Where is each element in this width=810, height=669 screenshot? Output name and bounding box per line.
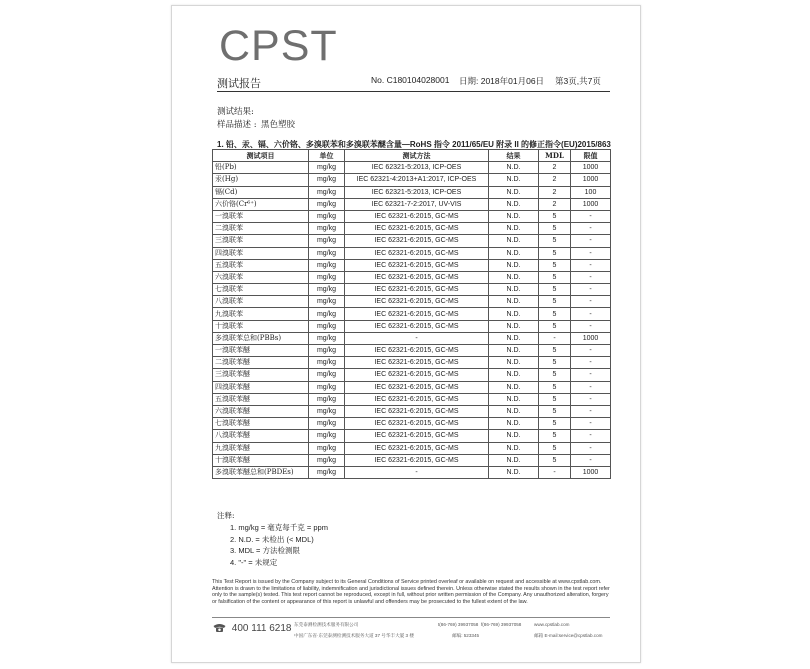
cell-result: N.D. — [489, 198, 539, 210]
cell-unit: mg/kg — [309, 454, 345, 466]
cell-item: 镉(Cd) — [213, 186, 309, 198]
footer-email: 邮箱 E-mail:service@cpstlab.com — [534, 633, 603, 638]
cell-mdl: 5 — [539, 454, 571, 466]
cell-limit: - — [571, 357, 611, 369]
cell-item: 三溴联苯醚 — [213, 369, 309, 381]
note-item: 4. "-" = 未规定 — [230, 558, 278, 568]
cell-result: N.D. — [489, 174, 539, 186]
cell-mdl: 5 — [539, 259, 571, 271]
cell-limit: - — [571, 284, 611, 296]
table-row — [213, 332, 611, 344]
cell-item: 六溴联苯 — [213, 271, 309, 283]
cell-result: N.D. — [489, 247, 539, 259]
table-row — [213, 223, 611, 235]
footer-web: www.cpstlab.com — [534, 622, 570, 627]
cell-limit: 1000 — [571, 466, 611, 478]
cell-unit: mg/kg — [309, 284, 345, 296]
hotline-number: 400 111 6218 — [231, 623, 292, 634]
cell-mdl: - — [539, 332, 571, 344]
cell-item: 九溴联苯 — [213, 308, 309, 320]
cell-unit: mg/kg — [309, 332, 345, 344]
cell-item: 六价铬(Cr⁶⁺) — [213, 198, 309, 210]
table-row — [213, 259, 611, 271]
cell-unit: mg/kg — [309, 174, 345, 186]
notes-title: 注释: — [217, 511, 235, 520]
col-header-unit: 单位 — [309, 150, 345, 162]
cell-limit: - — [571, 418, 611, 430]
cell-method: IEC 62321-6:2015, GC-MS — [345, 320, 489, 332]
cell-method: IEC 62321-6:2015, GC-MS — [345, 454, 489, 466]
cell-limit: - — [571, 247, 611, 259]
report-title: 测试报告 — [217, 77, 261, 90]
cell-result: N.D. — [489, 430, 539, 442]
cell-method: IEC 62321-6:2015, GC-MS — [345, 405, 489, 417]
cell-unit: mg/kg — [309, 345, 345, 357]
footer-fax: f(86-769) 39937058 — [481, 622, 522, 627]
results-table — [212, 149, 611, 479]
table-row — [213, 174, 611, 186]
cell-result: N.D. — [489, 357, 539, 369]
cell-limit: - — [571, 320, 611, 332]
table-row — [213, 284, 611, 296]
cell-unit: mg/kg — [309, 186, 345, 198]
cell-unit: mg/kg — [309, 271, 345, 283]
cell-mdl: 5 — [539, 393, 571, 405]
cell-result: N.D. — [489, 332, 539, 344]
cell-unit: mg/kg — [309, 308, 345, 320]
cell-unit: mg/kg — [309, 259, 345, 271]
cell-limit: - — [571, 454, 611, 466]
cell-limit: - — [571, 405, 611, 417]
cell-result: N.D. — [489, 223, 539, 235]
note-item: 3. MDL = 方法检测限 — [230, 546, 300, 556]
cell-method: IEC 62321-6:2015, GC-MS — [345, 369, 489, 381]
cell-unit: mg/kg — [309, 247, 345, 259]
cell-mdl: 5 — [539, 381, 571, 393]
cell-result: N.D. — [489, 369, 539, 381]
cell-limit: - — [571, 308, 611, 320]
cell-result: N.D. — [489, 259, 539, 271]
cell-mdl: 5 — [539, 357, 571, 369]
table-row — [213, 186, 611, 198]
cell-item: 五溴联苯 — [213, 259, 309, 271]
cell-method: IEC 62321-6:2015, GC-MS — [345, 223, 489, 235]
cell-item: 十溴联苯醚 — [213, 454, 309, 466]
cell-mdl: 5 — [539, 247, 571, 259]
table-row — [213, 393, 611, 405]
cell-unit: mg/kg — [309, 442, 345, 454]
cell-limit: - — [571, 296, 611, 308]
cell-method: IEC 62321-6:2015, GC-MS — [345, 418, 489, 430]
table-header-row — [213, 150, 611, 162]
cell-item: 四溴联苯 — [213, 247, 309, 259]
cell-result: N.D. — [489, 381, 539, 393]
note-item: 1. mg/kg = 毫克每千克 = ppm — [230, 522, 328, 532]
cell-result: N.D. — [489, 271, 539, 283]
cell-method: IEC 62321-6:2015, GC-MS — [345, 235, 489, 247]
cell-item: 九溴联苯醚 — [213, 442, 309, 454]
cell-result: N.D. — [489, 235, 539, 247]
cell-result: N.D. — [489, 308, 539, 320]
table-row — [213, 320, 611, 332]
table-row — [213, 296, 611, 308]
cell-result: N.D. — [489, 405, 539, 417]
cell-method: IEC 62321-5:2013, ICP-OES — [345, 162, 489, 174]
cell-item: 多溴联苯醚总和(PBDEs) — [213, 466, 309, 478]
cell-item: 六溴联苯醚 — [213, 405, 309, 417]
cell-method: IEC 62321-6:2015, GC-MS — [345, 271, 489, 283]
table-row — [213, 466, 611, 478]
cell-result: N.D. — [489, 284, 539, 296]
report-page — [171, 5, 641, 663]
table-row — [213, 381, 611, 393]
table-row — [213, 308, 611, 320]
col-header-item: 测试项目 — [213, 150, 309, 162]
cell-item: 七溴联苯醚 — [213, 418, 309, 430]
table-row — [213, 198, 611, 210]
cell-unit: mg/kg — [309, 198, 345, 210]
cell-method: IEC 62321-6:2015, GC-MS — [345, 357, 489, 369]
cell-unit: mg/kg — [309, 210, 345, 222]
cell-method: IEC 62321-6:2015, GC-MS — [345, 393, 489, 405]
note-item: 2. N.D. = 未检出 (< MDL) — [230, 534, 314, 544]
cell-mdl: 5 — [539, 235, 571, 247]
cell-unit: mg/kg — [309, 405, 345, 417]
col-header-mdl: MDL — [539, 150, 571, 162]
footer-tel: t(86-769) 39937058 — [438, 622, 479, 627]
table-row — [213, 357, 611, 369]
cell-limit: - — [571, 442, 611, 454]
cell-unit: mg/kg — [309, 235, 345, 247]
cell-mdl: 5 — [539, 296, 571, 308]
cell-mdl: 5 — [539, 418, 571, 430]
cell-unit: mg/kg — [309, 418, 345, 430]
cell-mdl: 5 — [539, 223, 571, 235]
cell-method: - — [345, 466, 489, 478]
cell-result: N.D. — [489, 296, 539, 308]
footer-company: 东莞泰测检测技术服务有限公司 — [294, 622, 359, 627]
cell-item: 三溴联苯 — [213, 235, 309, 247]
cell-mdl: 5 — [539, 210, 571, 222]
table-row — [213, 369, 611, 381]
cell-result: N.D. — [489, 393, 539, 405]
footer-zip: 邮编: 523345 — [452, 633, 480, 638]
cell-limit: 100 — [571, 186, 611, 198]
cell-unit: mg/kg — [309, 393, 345, 405]
cell-result: N.D. — [489, 186, 539, 198]
cell-method: - — [345, 332, 489, 344]
cell-result: N.D. — [489, 454, 539, 466]
notes-block — [217, 510, 328, 569]
table-row — [213, 247, 611, 259]
cell-limit: 1000 — [571, 198, 611, 210]
table-row — [213, 418, 611, 430]
report-date: 日期: 2018年01月06日 — [459, 76, 545, 86]
cell-result: N.D. — [489, 345, 539, 357]
cell-limit: - — [571, 345, 611, 357]
cell-result: N.D. — [489, 418, 539, 430]
cell-limit: - — [571, 223, 611, 235]
cell-method: IEC 62321-6:2015, GC-MS — [345, 247, 489, 259]
company-logo: CPST — [219, 22, 338, 70]
cell-mdl: 5 — [539, 345, 571, 357]
cell-mdl: 5 — [539, 271, 571, 283]
cell-item: 四溴联苯醚 — [213, 381, 309, 393]
table-row — [213, 271, 611, 283]
cell-unit: mg/kg — [309, 223, 345, 235]
cell-mdl: 5 — [539, 442, 571, 454]
cell-result: N.D. — [489, 210, 539, 222]
cell-method: IEC 62321-7-2:2017, UV-VIS — [345, 198, 489, 210]
footer-address: 中国广东省·东莞泰测检测技术服务大道 37 号华丰大厦 3 楼 — [294, 633, 414, 638]
cell-mdl: 5 — [539, 369, 571, 381]
cell-unit: mg/kg — [309, 369, 345, 381]
phone-icon — [212, 623, 227, 633]
table-row — [213, 405, 611, 417]
cell-item: 一溴联苯 — [213, 210, 309, 222]
cell-limit: - — [571, 259, 611, 271]
cell-item: 八溴联苯 — [213, 296, 309, 308]
cell-mdl: 5 — [539, 308, 571, 320]
cell-method: IEC 62321-6:2015, GC-MS — [345, 284, 489, 296]
cell-method: IEC 62321-6:2015, GC-MS — [345, 430, 489, 442]
cell-mdl: - — [539, 466, 571, 478]
col-header-limit: 限值 — [571, 150, 611, 162]
cell-limit: - — [571, 210, 611, 222]
cell-item: 十溴联苯 — [213, 320, 309, 332]
cell-unit: mg/kg — [309, 162, 345, 174]
col-header-method: 测试方法 — [345, 150, 489, 162]
table-row — [213, 454, 611, 466]
results-label: 测试结果: — [217, 107, 254, 117]
section-title: 1. 铅、汞、镉、六价铬、多溴联苯和多溴联苯醚含量—RoHS 指令 2011/65/EU 附录 II 的修正指令(EU)2015/863 — [217, 140, 611, 149]
cell-item: 二溴联苯 — [213, 223, 309, 235]
cell-unit: mg/kg — [309, 430, 345, 442]
cell-unit: mg/kg — [309, 320, 345, 332]
cell-mdl: 2 — [539, 186, 571, 198]
cell-mdl: 2 — [539, 174, 571, 186]
cell-item: 铅(Pb) — [213, 162, 309, 174]
sample-value: 黑色塑胶 — [261, 120, 296, 130]
cell-method: IEC 62321-6:2015, GC-MS — [345, 345, 489, 357]
cell-method: IEC 62321-6:2015, GC-MS — [345, 210, 489, 222]
cell-limit: 1000 — [571, 174, 611, 186]
cell-method: IEC 62321-6:2015, GC-MS — [345, 259, 489, 271]
cell-limit: - — [571, 393, 611, 405]
table-row — [213, 430, 611, 442]
cell-limit: - — [571, 430, 611, 442]
cell-limit: - — [571, 369, 611, 381]
cell-method: IEC 62321-6:2015, GC-MS — [345, 381, 489, 393]
table-row — [213, 210, 611, 222]
cell-item: 五溴联苯醚 — [213, 393, 309, 405]
cell-item: 七溴联苯 — [213, 284, 309, 296]
cell-limit: - — [571, 381, 611, 393]
cell-mdl: 5 — [539, 284, 571, 296]
cell-unit: mg/kg — [309, 357, 345, 369]
cell-limit: 1000 — [571, 162, 611, 174]
cell-method: IEC 62321-6:2015, GC-MS — [345, 442, 489, 454]
cell-item: 二溴联苯醚 — [213, 357, 309, 369]
cell-result: N.D. — [489, 162, 539, 174]
page-indicator: 第3页,共7页 — [555, 76, 601, 86]
cell-unit: mg/kg — [309, 466, 345, 478]
cell-item: 汞(Hg) — [213, 174, 309, 186]
cell-limit: 1000 — [571, 332, 611, 344]
cell-item: 八溴联苯醚 — [213, 430, 309, 442]
header-divider — [217, 91, 610, 92]
cell-mdl: 2 — [539, 162, 571, 174]
footer-divider — [212, 617, 610, 618]
table-row — [213, 442, 611, 454]
cell-mdl: 2 — [539, 198, 571, 210]
table-row — [213, 162, 611, 174]
table-row — [213, 345, 611, 357]
cell-mdl: 5 — [539, 430, 571, 442]
hotline — [212, 623, 291, 634]
col-header-result: 结果 — [489, 150, 539, 162]
cell-mdl: 5 — [539, 320, 571, 332]
table-row — [213, 235, 611, 247]
cell-result: N.D. — [489, 320, 539, 332]
cell-limit: - — [571, 271, 611, 283]
cell-method: IEC 62321-4:2013+A1:2017, ICP-OES — [345, 174, 489, 186]
cell-method: IEC 62321-6:2015, GC-MS — [345, 296, 489, 308]
sample-label: 样品描述 : — [217, 120, 257, 130]
cell-item: 多溴联苯总和(PBBs) — [213, 332, 309, 344]
cell-method: IEC 62321-6:2015, GC-MS — [345, 308, 489, 320]
cell-item: 一溴联苯醚 — [213, 345, 309, 357]
report-number: No. C180104028001 — [371, 75, 450, 85]
cell-result: N.D. — [489, 466, 539, 478]
cell-result: N.D. — [489, 442, 539, 454]
cell-unit: mg/kg — [309, 296, 345, 308]
cell-unit: mg/kg — [309, 381, 345, 393]
cell-limit: - — [571, 235, 611, 247]
cell-method: IEC 62321-5:2013, ICP-OES — [345, 186, 489, 198]
cell-mdl: 5 — [539, 405, 571, 417]
disclaimer-text: This Test Report is issued by the Company subject to its General Conditions of Service printed overleaf or available on request and accessible at www.cpstlab.com. Attention is drawn to the limitations of liability, indemnification and jurisdictional issues defined therein. Unless otherwise stated the results shown in the test report refer only to the sample(s) tested. This test report cannot be reproduced, except in full, without prior written permission of the Company. Any unauthorized alteration, forgery or falsification of the content or appearance of this report is unlawful and offenders may be prosecuted to the fullest extent of the law. — [212, 579, 610, 605]
